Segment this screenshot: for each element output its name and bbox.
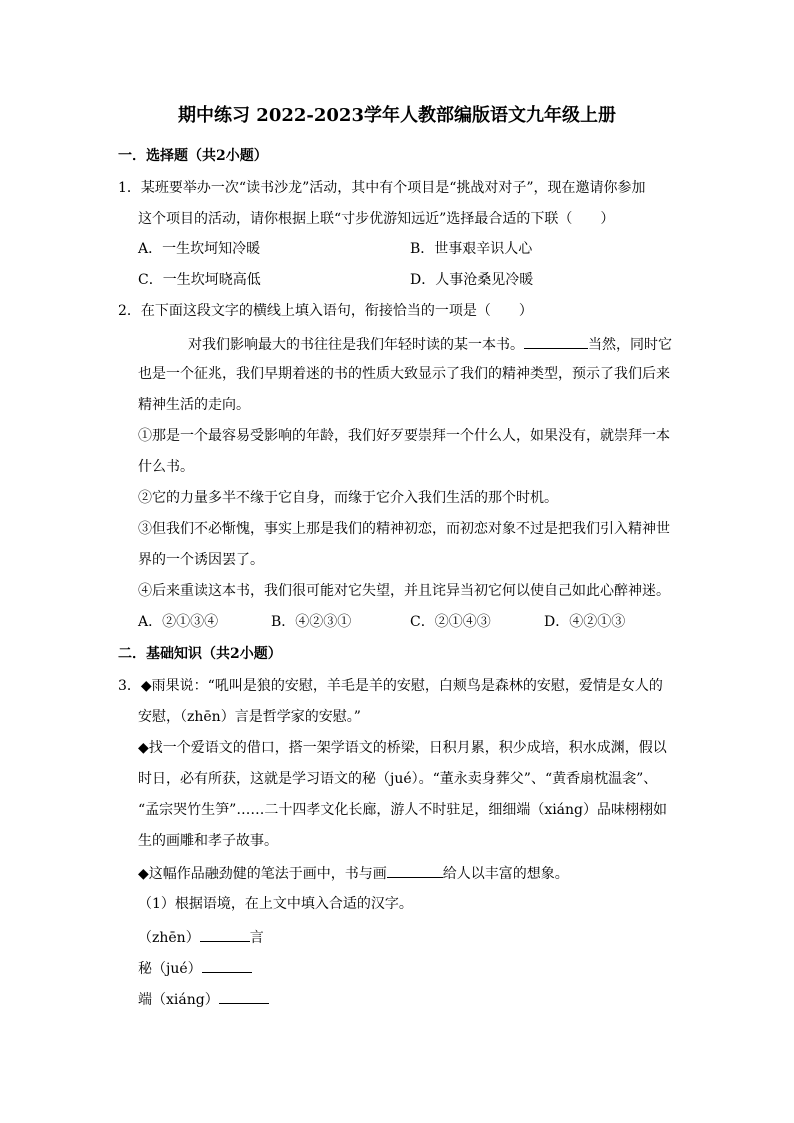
section-1-heading: 一．选择题（共2小题） <box>118 148 268 164</box>
q1-option-d: D．人事沧桑见冷暖 <box>410 272 534 288</box>
q2-option-c: C．②①④③ <box>410 614 491 630</box>
q3-line-7 <box>138 862 569 884</box>
q2-passage-line-3: 精神生活的走向。 <box>138 397 250 413</box>
q1-stem-line-2: 这个项目的活动，请你根据上联“寸步优游知远近”选择最合适的下联（ ） <box>138 211 615 227</box>
q3-blank-xiang <box>219 988 269 1004</box>
q2-stem: 2．在下面这段文字的横线上填入语句，衔接恰当的一项是（ ） <box>118 303 533 319</box>
q3-line-1: 3．◆雨果说：“吼叫是狼的安慰，羊毛是羊的安慰，白颊鸟是森林的安慰，爱情是女人的 <box>118 678 663 694</box>
q3-line-7-after: 给人以丰富的想象。 <box>442 866 569 882</box>
q2-option-a: A．②①③④ <box>138 614 219 630</box>
q2-sentence-1-line-2: 什么书。 <box>138 459 194 475</box>
q3-line-2: 安慰，（zhēn）言是哲学家的安慰。” <box>138 709 361 725</box>
q3-fill-xiang <box>138 988 269 1010</box>
q3-fill-zhen <box>138 926 264 948</box>
q1-stem-line-1: 1．某班要举办一次“读书沙龙”活动，其中有个项目是“挑战对对子”，现在邀请你参加 <box>118 180 646 196</box>
q3-line-4: 时日，必有所获，这就是学习语文的秘（jué）。“董永卖身葬父”、“黄香扇枕温衾”、 <box>138 771 658 787</box>
q2-sentence-1-line-1: ①那是一个最容易受影响的年龄，我们好歹要崇拜一个什么人，如果没有，就崇拜一本 <box>138 428 670 444</box>
q2-passage-line-1 <box>188 333 672 355</box>
page-title: 期中练习 2022-2023学年人教部编版语文九年级上册 <box>178 105 616 126</box>
q1-option-a: A．一生坎坷知冷暖 <box>138 241 261 257</box>
q2-sentence-4: ④后来重读这本书，我们很可能对它失望，并且诧异当初它何以使自己如此心醉神迷。 <box>138 583 670 599</box>
q2-sentence-3-line-2: 界的一个诱因罢了。 <box>138 552 264 568</box>
q3-blank-jue <box>202 957 252 973</box>
q3-subquestion-1: （1）根据语境，在上文中填入合适的汉字。 <box>138 896 413 912</box>
q1-option-b: B．世事艰辛识人心 <box>410 241 533 257</box>
q1-option-c: C．一生坎坷晓高低 <box>138 272 261 288</box>
q3-line-7-before: ◆这幅作品融劲健的笔法于画中，书与画 <box>138 866 387 882</box>
q3-line-3: ◆找一个爱语文的借口，搭一架学语文的桥梁，日积月累，积少成培，积水成渊，假以 <box>138 740 667 756</box>
q3-fill-xiang-label: 端（xiáng） <box>138 992 219 1008</box>
q3-fill-blank <box>387 862 443 878</box>
q2-option-b: B．④②③① <box>271 614 352 630</box>
q3-fill-zhen-after: 言 <box>249 930 264 946</box>
q2-sentence-2: ②它的力量多半不缘于它自身，而缘于它介入我们生活的那个时机。 <box>138 490 558 506</box>
q2-fill-blank <box>524 333 588 349</box>
q3-line-6: 生的画雕和孝子故事。 <box>138 833 278 849</box>
q2-passage-line-2: 也是一个征兆，我们早期着迷的书的性质大致显示了我们的精神类型，预示了我们后来 <box>138 366 670 382</box>
q3-fill-jue-label: 秘（jué） <box>138 961 202 977</box>
q2-passage-text-before: 对我们影响最大的书往往是我们年轻时读的某一本书。 <box>188 337 524 353</box>
section-2-heading: 二．基础知识（共2小题） <box>118 646 282 662</box>
q2-sentence-3-line-1: ③但我们不必惭愧，事实上那是我们的精神初恋，而初恋对象不过是把我们引入精神世 <box>138 521 670 537</box>
q2-passage-text-after: 当然，同时它 <box>588 337 672 353</box>
q3-line-5: “孟宗哭竹生笋”……二十四孝文化长廊，游人不时驻足，细细端（xiáng）品味栩栩如 <box>138 802 668 818</box>
q3-fill-jue <box>138 957 252 979</box>
q3-fill-zhen-label: （zhēn） <box>138 930 200 946</box>
q2-option-d: D．④②①③ <box>544 614 626 630</box>
q3-blank-zhen <box>200 926 250 942</box>
